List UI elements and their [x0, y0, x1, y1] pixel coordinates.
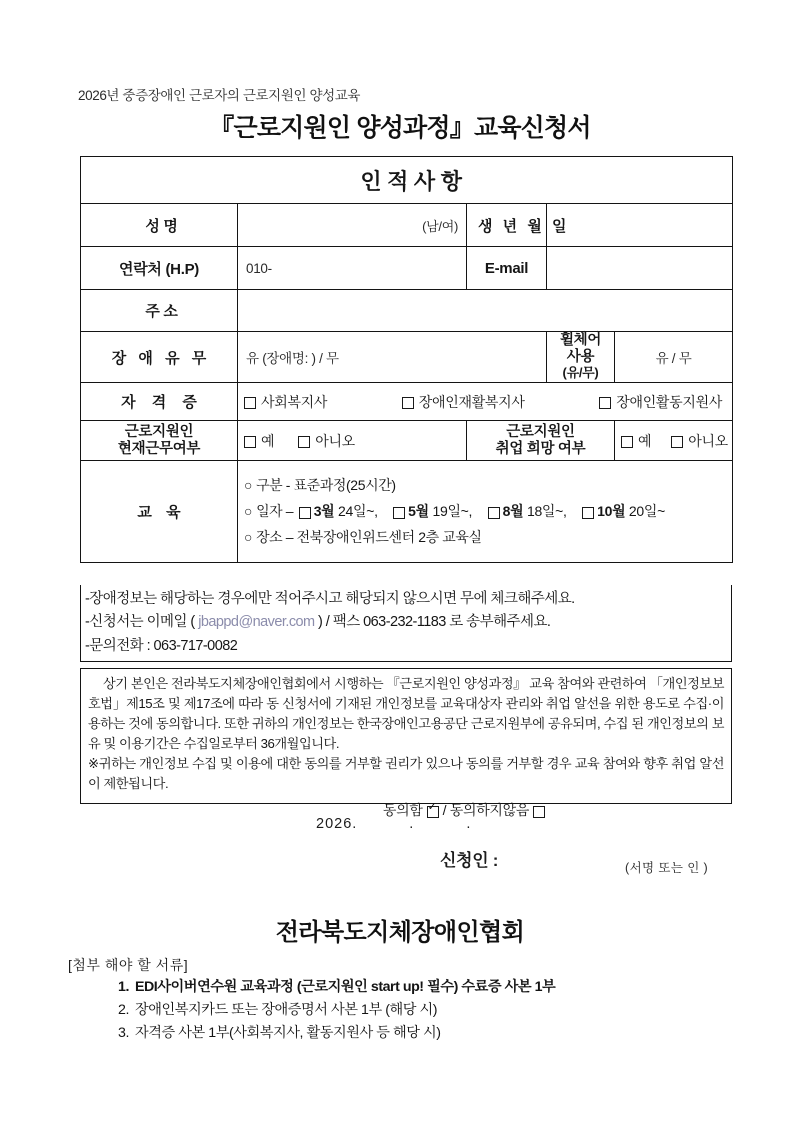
education-place-line — [244, 525, 732, 551]
education-date-line — [244, 499, 732, 525]
note-line-phone: -문의전화 : 063-717-0082 — [85, 637, 238, 654]
birthdate-input-cell[interactable] — [547, 204, 733, 247]
section-header-personal-info: 인 적 사 항 — [81, 157, 733, 204]
checkbox-disagree[interactable] — [533, 806, 545, 818]
agree-label: 동의함 — [382, 802, 423, 819]
option-label: 예 — [261, 432, 275, 449]
checkbox-date-march[interactable] — [297, 499, 378, 525]
email-link[interactable]: jbappd@naver.com — [198, 614, 315, 631]
wheelchair-label-sub: (유/무) — [562, 365, 599, 381]
certificate-option-label: 장애인재활복지사 — [418, 393, 525, 410]
checkbox-icon[interactable] — [488, 507, 500, 519]
note-email-prefix: -신청서는 이메일 ( — [85, 614, 199, 631]
date-rest: 19일~, — [428, 503, 473, 520]
attachment-text: 자격증 사본 1부(사회복지사, 활동지원사 등 해당 시) — [135, 1025, 441, 1041]
label-current-work — [81, 421, 238, 461]
checkbox-icon[interactable] — [582, 507, 594, 519]
bullet-icon: ○ — [244, 502, 253, 519]
gender-note: (남/여) — [422, 218, 458, 234]
checkbox-icon[interactable] — [244, 436, 256, 448]
current-work-label-line2: 현재근무여부 — [117, 440, 201, 457]
list-item — [118, 976, 555, 999]
privacy-consent-box — [80, 668, 732, 819]
option-label: 아니오 — [688, 432, 728, 449]
hope-label-line1: 근로지원인 — [506, 423, 575, 440]
checkbox-activity-assistant[interactable] — [599, 392, 722, 412]
certificate-option-label: 장애인활동지원사 — [616, 393, 723, 410]
label-email: E-mail — [467, 247, 547, 290]
label-certificate: 자 격 증 — [81, 383, 238, 421]
date-month: 10월 — [597, 503, 626, 520]
attachment-number: 3. — [118, 1025, 129, 1041]
attachment-text: EDI사이버연수원 교육과정 (근로지원인 start up! 필수) 수료증 사본 1부 — [135, 979, 556, 995]
option-label: 예 — [638, 432, 652, 449]
name-input-cell[interactable] — [238, 204, 467, 247]
signature-day-dot: . — [466, 816, 472, 832]
current-work-options-cell — [238, 421, 467, 461]
phone-input-cell[interactable]: 010- — [238, 247, 467, 290]
label-wheelchair — [547, 332, 615, 383]
label-birthdate: 생 년 월 일 — [467, 204, 547, 247]
attachments-title: [첨부 해야 할 서류] — [68, 957, 189, 973]
page-title: 『근로지원인 양성과정』교육신청서 — [209, 114, 591, 142]
checkbox-icon[interactable] — [402, 397, 414, 409]
checkbox-date-august[interactable] — [486, 499, 567, 525]
form-kicker: 2026년 중증장애인 근로자의 근로지원인 양성교육 — [78, 88, 361, 103]
education-place-text: 장소 – 전북장애인위드센터 2층 교육실 — [256, 529, 482, 546]
consent-paragraph-notice: ※귀하는 개인정보 수집 및 이용에 대한 동의를 거부할 권리가 있으나 동의를 거부할 경우 교육 참여와 향후 취업 알선이 제한됩니다. — [88, 756, 724, 792]
signature-date-line — [316, 816, 471, 832]
list-item — [118, 999, 555, 1022]
date-rest: 18일~, — [523, 503, 567, 520]
note-line-submission — [85, 611, 731, 634]
current-work-label-line1: 근로지원인 — [124, 423, 194, 440]
wheelchair-label-main: 휠체어사용 — [559, 332, 602, 365]
attachments-list — [118, 976, 555, 1045]
date-rest: 24일~, — [334, 503, 378, 520]
education-details-cell — [238, 461, 733, 563]
checkbox-hope-no[interactable] — [671, 431, 728, 451]
date-month: 8월 — [502, 503, 524, 520]
date-month: 3월 — [313, 503, 335, 520]
attachment-text: 장애인복지카드 또는 장애증명서 사본 1부 (해당 시) — [135, 1002, 438, 1018]
bullet-icon: ○ — [244, 529, 253, 546]
checkbox-date-may[interactable] — [391, 499, 472, 525]
checkbox-current-work-no[interactable] — [298, 431, 355, 451]
disagree-label: 동의하지않음 — [449, 802, 530, 819]
address-input-cell[interactable] — [238, 290, 733, 332]
checkbox-icon[interactable] — [621, 436, 633, 448]
bullet-icon: ○ — [244, 477, 253, 493]
personal-info-table — [80, 156, 733, 563]
attachment-number: 2. — [118, 1002, 129, 1018]
checkbox-current-work-yes[interactable] — [244, 431, 274, 451]
agree-separator: / — [442, 802, 447, 819]
checkbox-hope-yes[interactable] — [621, 431, 651, 451]
checkbox-icon[interactable] — [298, 436, 310, 448]
checkbox-icon[interactable] — [299, 507, 311, 519]
signature-month-dot: . — [409, 816, 415, 832]
checkbox-date-october[interactable] — [580, 499, 665, 525]
checkbox-social-worker[interactable] — [244, 392, 327, 412]
email-input-cell[interactable] — [547, 247, 733, 290]
hope-label-line2: 취업 희망 여부 — [495, 440, 586, 457]
disability-input-cell[interactable]: 유 (장애명: ) / 무 — [238, 332, 547, 383]
signature-year: 2026. — [316, 816, 358, 832]
signature-hint: (서명 또는 인 ) — [625, 861, 709, 875]
checkbox-icon[interactable] — [393, 507, 405, 519]
checkbox-rehab-worker[interactable] — [402, 392, 525, 412]
wheelchair-value-cell[interactable]: 유 / 무 — [615, 332, 733, 383]
date-month: 5월 — [408, 503, 429, 520]
education-type-line — [244, 473, 732, 499]
certificate-options-cell — [238, 383, 733, 421]
label-hope-employment — [467, 421, 615, 461]
label-name: 성 명 — [81, 204, 238, 247]
note-line-disability: -장애정보는 해당하는 경우에만 적어주시고 해당되지 않으시면 무에 체크해주세요. — [85, 591, 575, 607]
attachment-number: 1. — [118, 979, 129, 995]
checkbox-icon[interactable] — [671, 436, 683, 448]
consent-paragraph-main: 상기 본인은 전라북도지체장애인협회에서 시행하는 『근로지원인 양성과정』 교육 참여와 관련하여 「개인정보보호법」제15조 및 제17조에 따라 동 신청서에 기재된 개인정보를 교육대상자 관리와 취업 알선을 위한 용도로 수집·이용하는 것에 동의합니다. 또한 귀하의 개인정보는 한국장애인고용공단 근로지원부에 공유되며, 수집 된 개인정보의 보유 및 이용기간은 수집일로부터 36개월입니다. — [88, 676, 724, 752]
submission-notes-box — [80, 585, 732, 662]
checkbox-icon[interactable] — [599, 397, 611, 409]
option-label: 아니오 — [315, 432, 355, 449]
label-contact: 연락처 (H.P) — [81, 247, 238, 290]
education-date-label: 일자 – — [256, 502, 294, 519]
note-email-suffix: ) / 팩스 063-232-1183 로 송부해주세요. — [314, 614, 551, 631]
label-disability: 장 애 유 무 — [81, 332, 238, 383]
applicant-signature-label: 신청인 : — [440, 851, 499, 870]
date-rest: 20일~ — [625, 503, 666, 520]
organization-name: 전라북도지체장애인협회 — [275, 919, 525, 946]
certificate-option-label: 사회복지사 — [261, 393, 328, 410]
list-item — [118, 1022, 555, 1045]
hope-employment-options-cell — [615, 421, 733, 461]
education-type-text: 구분 - 표준과정(25시간) — [256, 477, 396, 493]
label-education: 교 육 — [81, 461, 238, 563]
label-address: 주 소 — [81, 290, 238, 332]
checkbox-icon[interactable] — [244, 397, 256, 409]
